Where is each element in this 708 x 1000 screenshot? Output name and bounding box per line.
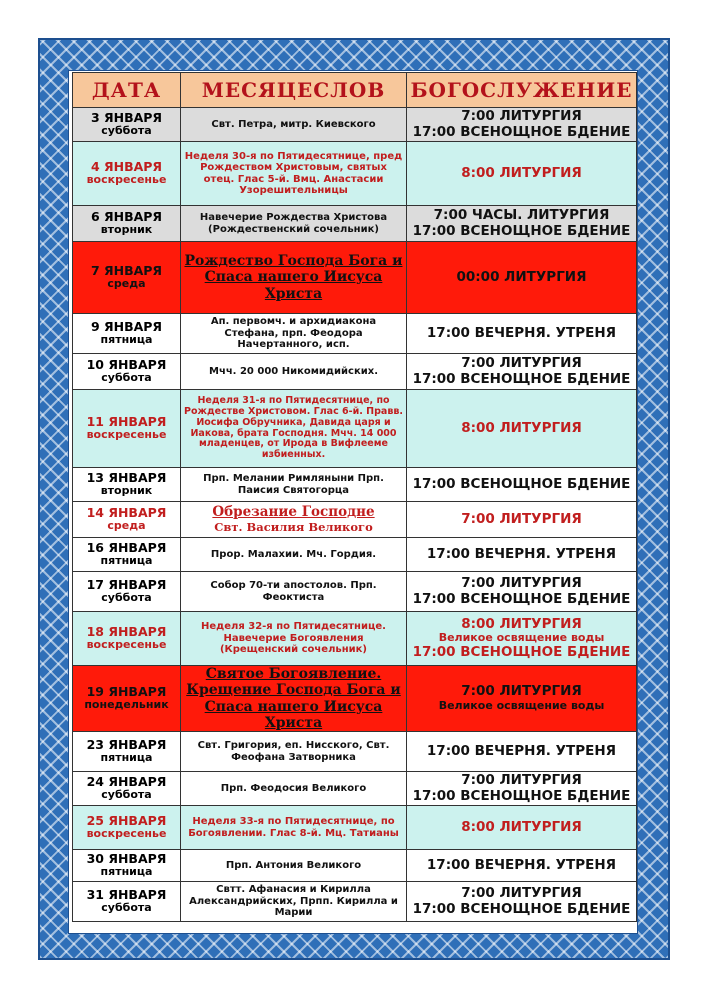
weekday: вторник <box>100 223 153 237</box>
service-cell <box>407 850 637 882</box>
table-row <box>73 390 637 468</box>
saints-cell <box>181 502 407 538</box>
service-line: 17:00 ВСЕНОЩНОЕ БДЕНИЕ <box>412 590 631 607</box>
weekday: воскресенье <box>86 173 167 187</box>
service-line: 17:00 ВСЕНОЩНОЕ БДЕНИЕ <box>412 370 631 387</box>
service-line: 17:00 ВЕЧЕРНЯ. УТРЕНЯ <box>426 324 617 341</box>
service-cell <box>407 314 637 354</box>
table-row <box>73 612 637 666</box>
service-line: Великое освящение воды <box>438 631 605 645</box>
date: 31 ЯНВАРЯ <box>86 886 167 902</box>
date: 24 ЯНВАРЯ <box>86 773 167 789</box>
service-line: 00:00 ЛИТУРГИЯ <box>456 268 587 285</box>
date-cell <box>73 850 181 882</box>
service-line: 17:00 ВЕЧЕРНЯ. УТРЕНЯ <box>426 856 617 873</box>
service-line: 7:00 ЛИТУРГИЯ <box>461 884 582 901</box>
service-line: 17:00 ВЕЧЕРНЯ. УТРЕНЯ <box>426 742 617 759</box>
service-line: 7:00 ЛИТУРГИЯ <box>461 107 582 124</box>
date-cell <box>73 242 181 314</box>
weekday: вторник <box>100 484 153 498</box>
date: 9 ЯНВАРЯ <box>90 318 163 334</box>
date-cell <box>73 468 181 502</box>
date: 6 ЯНВАРЯ <box>90 208 163 224</box>
date-cell <box>73 314 181 354</box>
date: 19 ЯНВАРЯ <box>86 683 167 699</box>
service-cell <box>407 468 637 502</box>
service-cell <box>407 772 637 806</box>
saints-cell: Прп. Антония Великого <box>181 850 407 882</box>
service-cell <box>407 538 637 572</box>
service-line: 17:00 ВСЕНОЩНОЕ БДЕНИЕ <box>412 900 631 917</box>
weekday: суббота <box>101 901 152 915</box>
date: 11 ЯНВАРЯ <box>86 413 167 429</box>
header-date: ДАТА <box>73 73 181 108</box>
date-cell <box>73 142 181 206</box>
saints-cell: Собор 70-ти апостолов. Прп. Феоктиста <box>181 572 407 612</box>
service-line: 7:00 ЛИТУРГИЯ <box>461 683 582 700</box>
service-cell <box>407 502 637 538</box>
table-row <box>73 732 637 772</box>
service-cell <box>407 242 637 314</box>
feast-title: Обрезание Господне <box>212 504 375 521</box>
weekday: пятница <box>100 554 153 568</box>
date-cell <box>73 572 181 612</box>
table-row <box>73 142 637 206</box>
service-cell <box>407 354 637 390</box>
header-row <box>73 73 637 108</box>
date: 17 ЯНВАРЯ <box>86 576 167 592</box>
saints-cell: Свтт. Афанасия и Кирилла Александрийских, Прпп. Кирилла и Марии <box>181 882 407 922</box>
service-cell <box>407 732 637 772</box>
saints-cell: Прп. Феодосия Великого <box>181 772 407 806</box>
date: 4 ЯНВАРЯ <box>90 158 163 174</box>
date-cell <box>73 666 181 732</box>
table-row <box>73 108 637 142</box>
saints-cell: Святое Богоявление. Крещение Господа Бога и Спаса нашего Иисуса Христа <box>181 666 407 732</box>
date-cell <box>73 612 181 666</box>
saints-cell: Ап. первомч. и архидиакона Стефана, прп. Феодора Начертанного, исп. <box>181 314 407 354</box>
weekday: пятница <box>100 751 153 765</box>
table-row <box>73 538 637 572</box>
date: 13 ЯНВАРЯ <box>86 469 167 485</box>
date: 10 ЯНВАРЯ <box>86 356 167 372</box>
service-cell <box>407 390 637 468</box>
date: 3 ЯНВАРЯ <box>90 109 163 125</box>
date-cell <box>73 806 181 850</box>
saints-cell: Неделя 30-я по Пятидесятнице, пред Рождеством Христовым, святых отец. Глас 5-й. Вмц. Анастасии Узорешительницы <box>181 142 407 206</box>
date: 30 ЯНВАРЯ <box>86 850 167 866</box>
weekday: среда <box>107 519 146 533</box>
table-row <box>73 572 637 612</box>
service-cell <box>407 612 637 666</box>
service-cell <box>407 108 637 142</box>
service-cell <box>407 666 637 732</box>
weekday: суббота <box>101 124 152 138</box>
service-line: 7:00 ЧАСЫ. ЛИТУРГИЯ <box>433 206 610 223</box>
service-cell <box>407 806 637 850</box>
date: 16 ЯНВАРЯ <box>86 539 167 555</box>
weekday: среда <box>107 277 146 291</box>
weekday: суббота <box>101 371 152 385</box>
service-cell <box>407 882 637 922</box>
date-cell <box>73 732 181 772</box>
weekday: суббота <box>101 591 152 605</box>
feast-subtitle: Свт. Василия Великого <box>214 519 373 534</box>
date-cell <box>73 108 181 142</box>
saints-cell: Неделя 33-я по Пятидесятнице, по Богоявлении. Глас 8-й. Мц. Татианы <box>181 806 407 850</box>
service-cell <box>407 572 637 612</box>
table-row <box>73 206 637 242</box>
weekday: суббота <box>101 788 152 802</box>
date-cell <box>73 354 181 390</box>
service-line: 17:00 ВСЕНОЩНОЕ БДЕНИЕ <box>412 123 631 140</box>
weekday: понедельник <box>84 698 169 712</box>
saints-cell: Прп. Мелании Римляныни Прп. Паисия Святогорца <box>181 468 407 502</box>
weekday: пятница <box>100 333 153 347</box>
weekday: воскресенье <box>86 638 167 652</box>
saints-cell: Мчч. 20 000 Никомидийских. <box>181 354 407 390</box>
weekday: воскресенье <box>86 428 167 442</box>
date: 25 ЯНВАРЯ <box>86 812 167 828</box>
saints-cell: Навечерие Рождества Христова (Рождественский сочельник) <box>181 206 407 242</box>
saints-cell: Свт. Григория, еп. Нисского, Свт. Феофана Затворника <box>181 732 407 772</box>
table-row <box>73 314 637 354</box>
header-menology: МЕСЯЦЕСЛОВ <box>181 73 407 108</box>
date-cell <box>73 538 181 572</box>
date: 7 ЯНВАРЯ <box>90 262 163 278</box>
schedule-table <box>72 72 637 922</box>
service-line: 8:00 ЛИТУРГИЯ <box>461 164 582 181</box>
date-cell <box>73 772 181 806</box>
date: 18 ЯНВАРЯ <box>86 623 167 639</box>
date-cell <box>73 390 181 468</box>
date-cell <box>73 882 181 922</box>
service-line: 7:00 ЛИТУРГИЯ <box>461 574 582 591</box>
table-row <box>73 468 637 502</box>
date: 14 ЯНВАРЯ <box>86 504 167 520</box>
table-row <box>73 850 637 882</box>
service-line: 7:00 ЛИТУРГИЯ <box>461 510 582 527</box>
date-cell <box>73 206 181 242</box>
service-line: 8:00 ЛИТУРГИЯ <box>461 615 582 632</box>
weekday: пятница <box>100 865 153 879</box>
table-row <box>73 242 637 314</box>
service-line: 17:00 ВСЕНОЩНОЕ БДЕНИЕ <box>412 787 631 804</box>
saints-cell: Рождество Господа Бога и Спаса нашего Иисуса Христа <box>181 242 407 314</box>
date-cell <box>73 502 181 538</box>
service-line: 7:00 ЛИТУРГИЯ <box>461 771 582 788</box>
table-row <box>73 772 637 806</box>
table-row <box>73 666 637 732</box>
saints-cell: Неделя 31-я по Пятидесятнице, по Рождестве Христовом. Глас 6-й. Правв. Иосифа Обручника, Давида царя и Иакова, брата Господня. Мчч. 14 000 младенцев, от Ирода в Вифлееме избиенных. <box>181 390 407 468</box>
service-line: 8:00 ЛИТУРГИЯ <box>461 419 582 436</box>
service-line: 8:00 ЛИТУРГИЯ <box>461 818 582 835</box>
saints-cell: Прор. Малахии. Мч. Гордия. <box>181 538 407 572</box>
saints-cell: Неделя 32-я по Пятидесятнице. Навечерие Богоявления (Крещенский сочельник) <box>181 612 407 666</box>
table-row <box>73 354 637 390</box>
service-line: 17:00 ВСЕНОЩНОЕ БДЕНИЕ <box>412 222 631 239</box>
date: 23 ЯНВАРЯ <box>86 736 167 752</box>
saints-cell: Свт. Петра, митр. Киевского <box>181 108 407 142</box>
service-line: 17:00 ВЕЧЕРНЯ. УТРЕНЯ <box>426 545 617 562</box>
service-cell <box>407 206 637 242</box>
service-cell <box>407 142 637 206</box>
header-service: БОГОСЛУЖЕНИЕ <box>407 73 637 108</box>
weekday: воскресенье <box>86 827 167 841</box>
table-row <box>73 882 637 922</box>
table-row <box>73 502 637 538</box>
service-line: Великое освящение воды <box>438 698 605 712</box>
service-line: 7:00 ЛИТУРГИЯ <box>461 354 582 371</box>
service-line: 17:00 ВСЕНОЩНОЕ БДЕНИЕ <box>412 475 631 492</box>
table-row <box>73 806 637 850</box>
service-line: 17:00 ВСЕНОЩНОЕ БДЕНИЕ <box>412 643 631 660</box>
